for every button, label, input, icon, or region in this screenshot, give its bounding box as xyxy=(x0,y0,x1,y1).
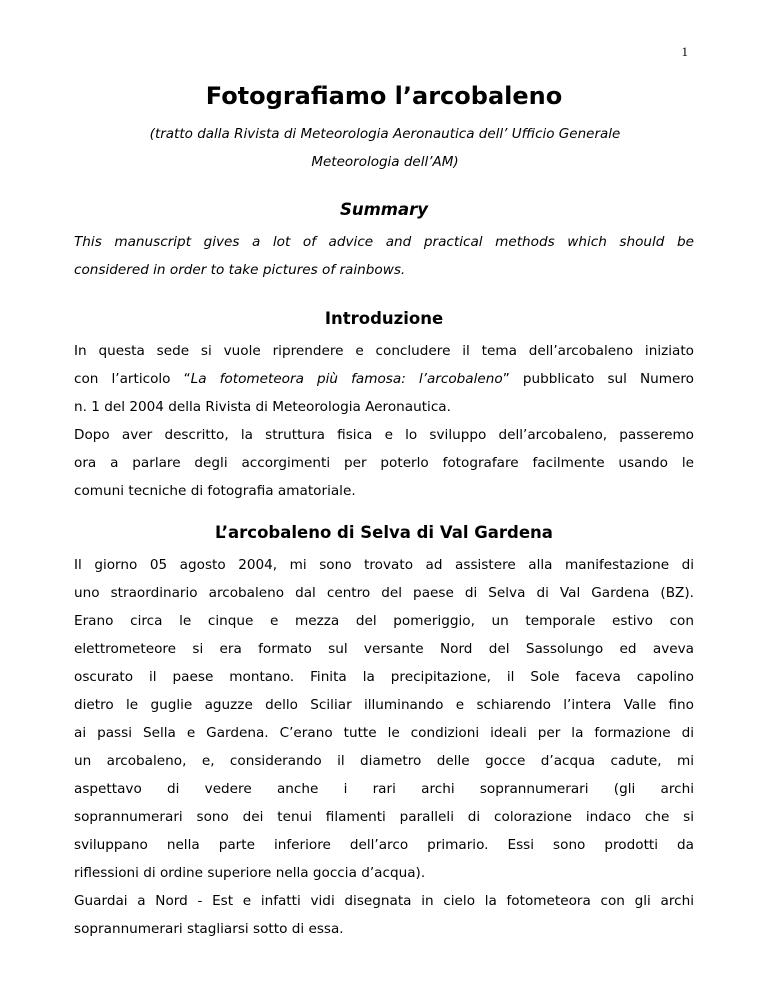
selva-line: oscurato il paese montano. Finita la precipitazione, il Sole faceva capolino xyxy=(74,669,694,685)
selva-line: riflessioni di ordine superiore nella goccia d’acqua). xyxy=(74,865,426,881)
selva-line: sviluppano nella parte inferiore dell’arco primario. Essi sono prodotti da xyxy=(74,837,694,853)
selva-p2-line-2: soprannumerari stagliarsi sotto di essa. xyxy=(74,921,344,937)
summary-line-1: This manuscript gives a lot of advice and practical methods which should be xyxy=(74,234,694,250)
selva-line: Erano circa le cinque e mezza del pomeriggio, un temporale estivo con xyxy=(74,613,694,629)
introduzione-heading: Introduzione xyxy=(324,309,444,328)
article-title-citation: La fotometeora più famosa: l’arcobaleno xyxy=(190,371,503,387)
intro-line-1: In questa sede si vuole riprendere e concludere il tema dell’arcobaleno iniziato xyxy=(74,343,694,359)
selva-line: soprannumerari sono dei tenui filamenti paralleli di colorazione indaco che si xyxy=(74,809,694,825)
intro-line-6: comuni tecniche di fotografia amatoriale. xyxy=(74,483,356,499)
selva-line: aspettavo di vedere anche i rari archi soprannumerari (gli archi xyxy=(74,781,694,797)
intro-line-2-suffix: ” pubblicato sul Numero xyxy=(502,371,695,387)
introduzione-paragraph xyxy=(74,337,694,505)
selva-p2-line-1: Guardai a Nord - Est e infatti vidi disegnata in cielo la fotometeora con gli archi xyxy=(74,893,694,909)
document-title: Fotografiamo l’arcobaleno xyxy=(205,82,563,110)
selva-line: elettrometeore si era formato sul versante Nord del Sassolungo ed aveva xyxy=(74,641,694,657)
intro-line-4: Dopo aver descritto, la struttura fisica e lo sviluppo dell’arcobaleno, passeremo xyxy=(74,427,694,443)
selva-line: ai passi Sella e Gardena. C’erano tutte le condizioni ideali per la formazione di xyxy=(74,725,694,741)
document-subtitle xyxy=(90,120,680,176)
selva-line: un arcobaleno, e, considerando il diametro delle gocce d’acqua cadute, mi xyxy=(74,753,694,769)
subtitle-line-2: Meteorologia dell’AM) xyxy=(311,154,459,170)
selva-paragraph-1 xyxy=(74,551,694,943)
subtitle-line-1: (tratto dalla Rivista di Meteorologia Aeronautica dell’ Ufficio Generale xyxy=(149,126,621,142)
intro-line-2 xyxy=(74,365,694,393)
intro-line-5: ora a parlare degli accorgimenti per poterlo fotografare facilmente usando le xyxy=(74,455,694,471)
summary-heading: Summary xyxy=(339,200,429,219)
selva-line: Il giorno 05 agosto 2004, mi sono trovato ad assistere alla manifestazione di xyxy=(74,557,694,573)
page-number: 1 xyxy=(681,44,688,59)
summary-line-2: considered in order to take pictures of rainbows. xyxy=(74,262,406,278)
intro-line-3: n. 1 del 2004 della Rivista di Meteorologia Aeronautica. xyxy=(74,399,451,415)
selva-line: uno straordinario arcobaleno dal centro del paese di Selva di Val Gardena (BZ). xyxy=(74,585,694,601)
selva-line: dietro le guglie aguzze dello Sciliar illuminando e schiarendo l’intera Valle fino xyxy=(74,697,694,713)
summary-paragraph xyxy=(74,228,694,284)
intro-line-2-prefix: con l’articolo “ xyxy=(74,371,191,387)
selva-heading: L’arcobaleno di Selva di Val Gardena xyxy=(215,523,553,542)
